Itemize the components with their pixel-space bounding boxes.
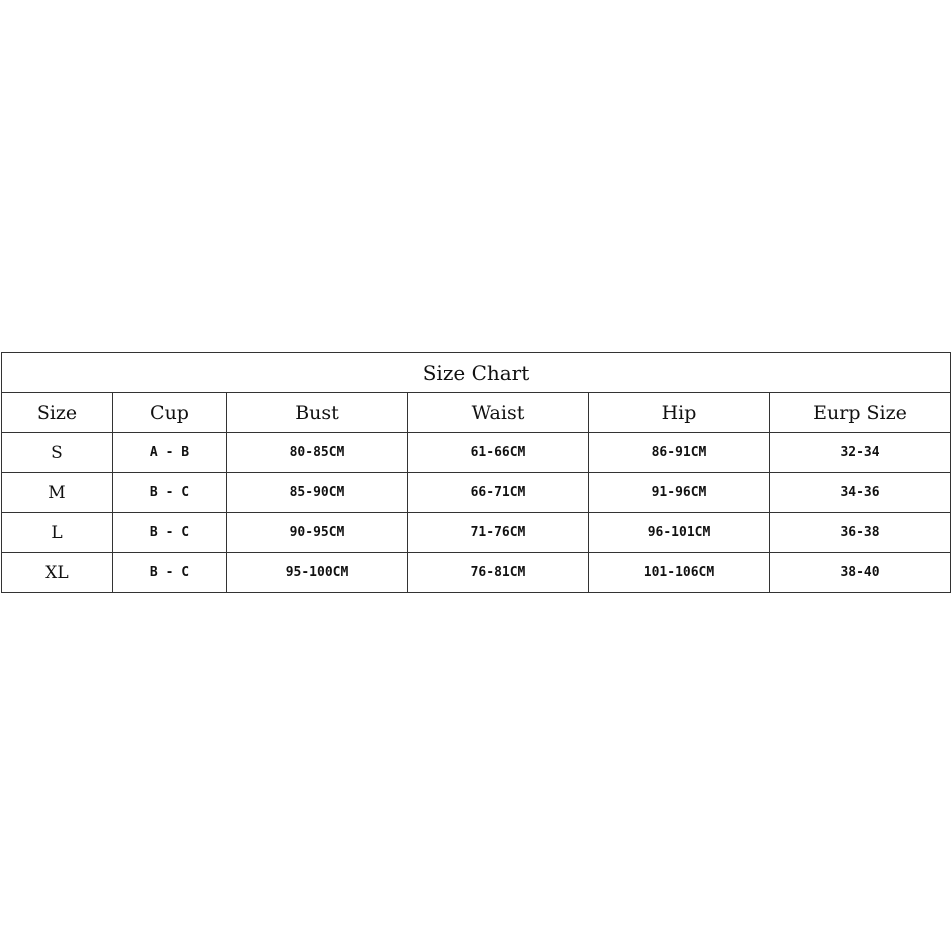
table-row — [2, 473, 951, 513]
bust-cell: 85-90CM — [227, 473, 408, 513]
cup-cell: B - C — [113, 473, 227, 513]
eurp-size-cell: 38-40 — [770, 553, 951, 593]
hip-cell: 86-91CM — [589, 433, 770, 473]
header-eurp-size: Eurp Size — [770, 393, 951, 433]
waist-cell: 71-76CM — [408, 513, 589, 553]
eurp-size-cell: 32-34 — [770, 433, 951, 473]
table-row — [2, 553, 951, 593]
header-size: Size — [2, 393, 113, 433]
hip-cell: 96-101CM — [589, 513, 770, 553]
header-bust: Bust — [227, 393, 408, 433]
size-cell: XL — [2, 553, 113, 593]
waist-cell: 76-81CM — [408, 553, 589, 593]
waist-cell: 66-71CM — [408, 473, 589, 513]
waist-cell: 61-66CM — [408, 433, 589, 473]
table-row — [2, 433, 951, 473]
header-cup: Cup — [113, 393, 227, 433]
cup-cell: B - C — [113, 513, 227, 553]
bust-cell: 95-100CM — [227, 553, 408, 593]
size-cell: S — [2, 433, 113, 473]
title-row — [2, 353, 951, 393]
size-chart-table — [1, 352, 951, 593]
header-waist: Waist — [408, 393, 589, 433]
header-hip: Hip — [589, 393, 770, 433]
table-row — [2, 513, 951, 553]
hip-cell: 91-96CM — [589, 473, 770, 513]
hip-cell: 101-106CM — [589, 553, 770, 593]
cup-cell: A - B — [113, 433, 227, 473]
size-cell: M — [2, 473, 113, 513]
eurp-size-cell: 34-36 — [770, 473, 951, 513]
header-row — [2, 393, 951, 433]
table-title: Size Chart — [2, 353, 951, 393]
bust-cell: 80-85CM — [227, 433, 408, 473]
bust-cell: 90-95CM — [227, 513, 408, 553]
size-cell: L — [2, 513, 113, 553]
cup-cell: B - C — [113, 553, 227, 593]
eurp-size-cell: 36-38 — [770, 513, 951, 553]
